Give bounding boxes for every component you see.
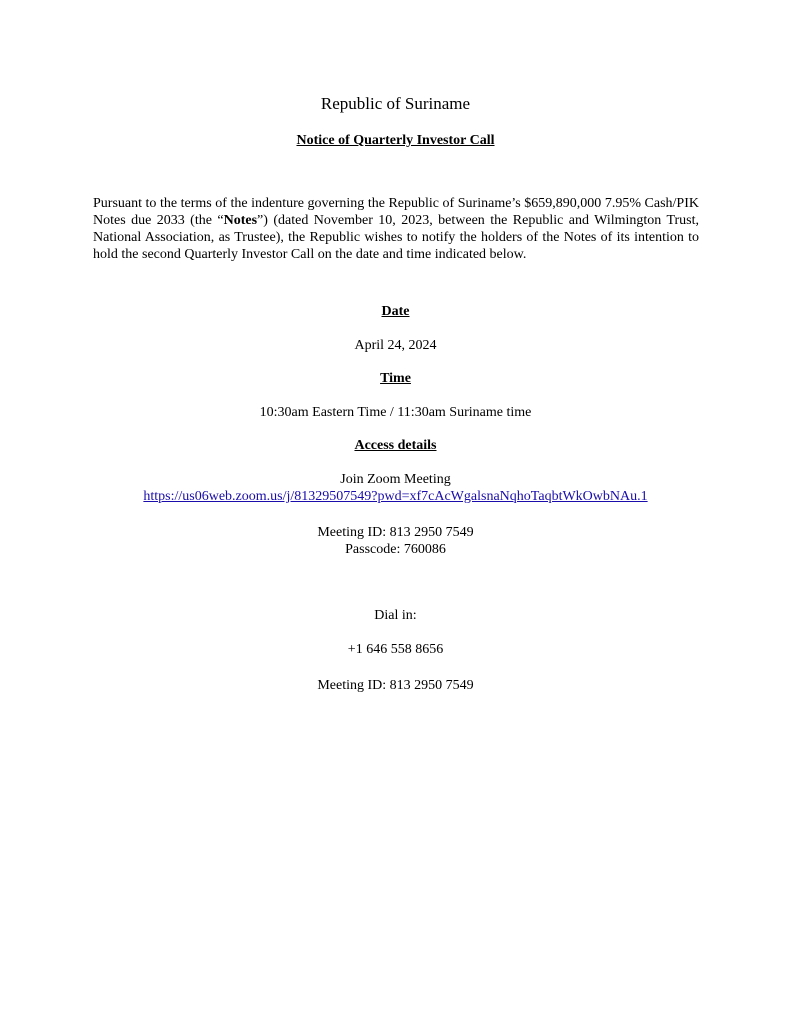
meeting-id-dial-in: Meeting ID: 813 2950 7549	[317, 678, 474, 693]
date-value: April 24, 2024	[354, 338, 437, 353]
notes-term: Notes	[223, 213, 258, 228]
join-zoom-label: Join Zoom Meeting	[340, 472, 451, 487]
zoom-meeting-link[interactable]: https://us06web.zoom.us/j/81329507549?pwd=xf7cAcWgalsnaNqhoTaqbtWkOwbNAu.1	[143, 489, 648, 504]
intro-text-after: ”) (dated November 10, 2023, between the Republic and Wilmington Trust, National Association, as Trustee), the Republic wishes to notify the holders of the Notes of its intention to hold the second Quarterly Investor Call on the date and time indicated below.	[93, 213, 700, 262]
access-heading: Access details	[354, 438, 437, 453]
document-subtitle: Notice of Quarterly Investor Call	[296, 133, 495, 148]
time-value: 10:30am Eastern Time / 11:30am Suriname time	[259, 405, 532, 420]
intro-paragraph	[93, 195, 699, 263]
time-heading: Time	[380, 371, 411, 386]
passcode: Passcode: 760086	[345, 542, 446, 557]
document-title: Republic of Suriname	[320, 94, 471, 113]
zoom-link-row	[0, 488, 791, 505]
intro-text-before: Pursuant to the terms of the indenture governing the Republic of Suriname’s $659,890,000 7.95% Cash/PIK Notes due 2033 (the “	[93, 196, 699, 228]
dial-in-label: Dial in:	[374, 608, 417, 623]
date-heading: Date	[381, 304, 410, 319]
meeting-id: Meeting ID: 813 2950 7549	[317, 525, 474, 540]
dial-in-phone: +1 646 558 8656	[347, 642, 444, 657]
